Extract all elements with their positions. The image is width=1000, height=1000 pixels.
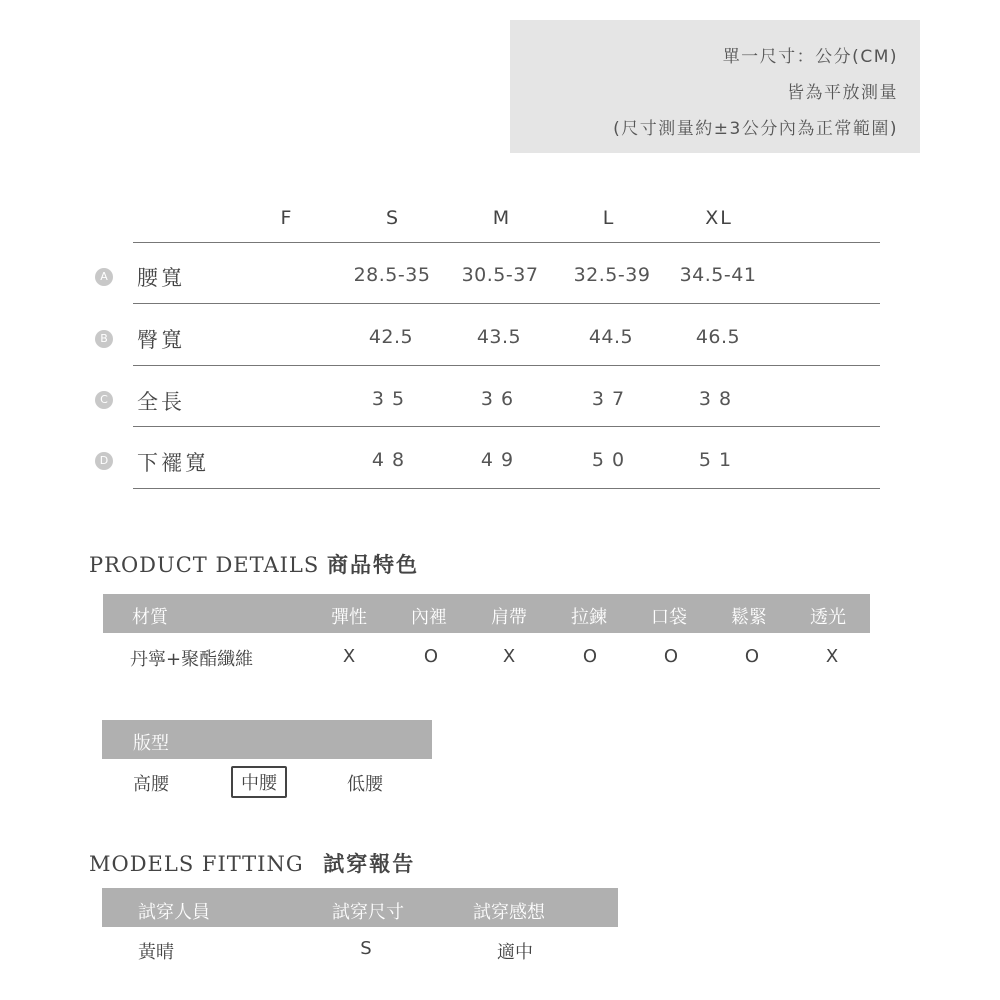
tolerance-note: (尺寸測量約±3公分內為正常範圍)	[613, 119, 898, 139]
fit-option-mid-selected: 中腰	[231, 766, 287, 798]
header-lining: 內裡	[411, 607, 447, 628]
header-pocket: 口袋	[651, 607, 687, 628]
table-cell: 43.5	[476, 326, 522, 348]
row-marker-d: D	[95, 452, 113, 470]
table-cell: 42.5	[368, 326, 414, 348]
zipper-value: O	[582, 646, 598, 667]
size-header-f: F	[280, 207, 294, 229]
header-fit-size: 試穿尺寸	[332, 902, 404, 923]
size-header-xl: XL	[705, 207, 733, 229]
fit-option-low: 低腰	[347, 774, 383, 795]
material-value: 丹寧+聚酯纖維	[130, 649, 254, 670]
size-header-m: M	[492, 207, 512, 229]
product-details-title-zh: 商品特色	[326, 553, 419, 577]
size-note-box	[510, 20, 920, 153]
sheer-value: X	[825, 646, 839, 667]
stretch-value: O	[744, 646, 760, 667]
table-cell: 44.5	[588, 326, 634, 348]
size-unit-note: 單一尺寸：公分(CM)	[722, 47, 898, 67]
divider	[133, 303, 880, 304]
table-cell: 38	[698, 388, 740, 410]
fit-header: 版型	[133, 733, 169, 754]
size-header-s: S	[385, 207, 401, 229]
model-size: S	[360, 938, 372, 959]
table-cell: 37	[591, 388, 633, 410]
header-elasticity: 彈性	[331, 607, 367, 628]
models-fitting-title-zh: 試穿報告	[323, 852, 416, 876]
header-zipper: 拉鍊	[571, 607, 607, 628]
product-details-title	[89, 549, 419, 579]
table-cell: 34.5-41	[679, 264, 757, 286]
divider	[133, 242, 880, 243]
table-cell: 32.5-39	[573, 264, 651, 286]
row-marker-b: B	[95, 330, 113, 348]
straps-value: X	[502, 646, 516, 667]
header-model: 試穿人員	[138, 902, 210, 923]
header-material: 材質	[132, 607, 168, 628]
header-fit-feel: 試穿感想	[473, 902, 545, 923]
size-header-l: L	[602, 207, 616, 229]
table-cell: 28.5-35	[353, 264, 431, 286]
table-cell: 49	[480, 449, 522, 471]
model-feel: 適中	[497, 942, 533, 963]
table-cell: 50	[591, 449, 633, 471]
elasticity-value: X	[342, 646, 356, 667]
row-marker-a: A	[95, 268, 113, 286]
table-cell: 48	[371, 449, 413, 471]
measure-method-note: 皆為平放測量	[787, 83, 898, 103]
table-cell: 51	[698, 449, 740, 471]
header-straps: 肩帶	[491, 607, 527, 628]
lining-value: O	[423, 646, 439, 667]
table-cell: 35	[371, 388, 413, 410]
models-fitting-title-en: MODELS FITTING	[89, 852, 304, 876]
row-label-hem: 下襬寬	[137, 451, 209, 475]
fit-option-high: 高腰	[133, 774, 169, 795]
model-name: 黃晴	[138, 942, 174, 963]
row-label-waist: 腰寬	[137, 266, 185, 290]
divider	[133, 426, 880, 427]
product-details-title-en: PRODUCT DETAILS	[89, 553, 320, 577]
row-marker-c: C	[95, 391, 113, 409]
pocket-value: O	[663, 646, 679, 667]
table-cell: 36	[480, 388, 522, 410]
table-cell: 46.5	[695, 326, 741, 348]
table-cell: 30.5-37	[461, 264, 539, 286]
divider	[133, 365, 880, 366]
row-label-length: 全長	[137, 390, 185, 414]
row-label-hip: 臀寬	[137, 328, 185, 352]
divider	[133, 488, 880, 489]
header-sheer: 透光	[810, 607, 846, 628]
header-stretch: 鬆緊	[731, 607, 767, 628]
models-fitting-title	[89, 848, 415, 878]
